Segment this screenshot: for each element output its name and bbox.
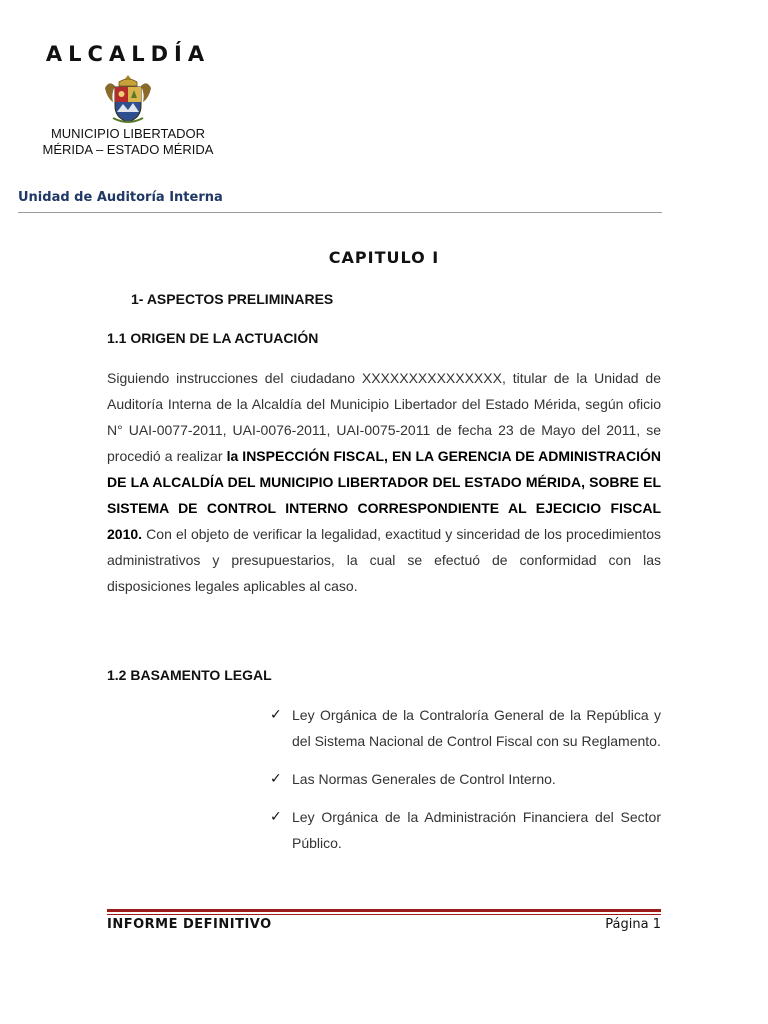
footer-report-title: INFORME DEFINITIVO [107,917,272,932]
paragraph-text-2: Con el objeto de verificar la legalidad, exactitud y sinceridad de los procedimientos administrativos y presupuestarios, la cual se efectuó de conformidad con las disposiciones legales aplicables al caso. [107,526,661,594]
check-icon: ✓ [270,809,282,825]
brand-title: ALCALDÍA [45,42,211,66]
footer-page-number: Página 1 [605,917,661,932]
chapter-title: CAPITULO I [328,248,440,267]
paragraph-text-1: Siguiendo instrucciones del ciudadano XXXXXXXXXXXXXXX, titular de la Unidad de Auditoría Interna de la Alcaldía del Municipio Libertador del Estado Mérida, según oficio N° UAI-0077-2011, UAI-0076-2011, UAI-0075-2011 de fecha 23 de Mayo del 2011, se procedió a realizar [107,370,661,464]
municipality-line: MUNICIPIO LIBERTADOR [50,126,206,141]
check-icon: ✓ [270,707,282,723]
section-heading-1-2: 1.2 BASAMENTO LEGAL [107,667,272,683]
list-item [270,804,661,856]
coat-of-arms-icon [101,72,155,126]
check-icon: ✓ [270,771,282,787]
list-item [270,766,661,792]
section-heading-1-1: 1.1 ORIGEN DE LA ACTUACIÓN [107,330,319,346]
list-item-text: Ley Orgánica de la Contraloría General de la República y del Sistema Nacional de Control Fiscal con su Reglamento. [292,707,661,749]
list-item-text: Ley Orgánica de la Administración Financiera del Sector Público. [292,809,661,851]
header-divider [18,212,662,213]
section-heading-1: 1- ASPECTOS PRELIMINARES [131,291,334,307]
origin-paragraph [107,365,661,599]
audit-unit-title: Unidad de Auditoría Interna [18,190,223,205]
footer-rule-thick [107,909,661,912]
state-line: MÉRIDA – ESTADO MÉRIDA [42,142,214,157]
legal-basis-list [270,702,661,868]
list-item-text: Las Normas Generales de Control Interno. [292,771,556,787]
header-brand [18,42,238,158]
paragraph-bold-text: la INSPECCIÓN FISCAL, EN LA GERENCIA DE ADMINISTRACIÓN DE LA ALCALDÍA DEL MUNICIPIO LIBERTADOR DEL ESTADO MÉRIDA, SOBRE EL SISTEMA DE CONTROL INTERNO CORRESPONDIENTE AL EJECICIO FISCAL 2010. [107,448,662,542]
list-item [270,702,661,754]
footer-rule-thin [107,914,661,915]
